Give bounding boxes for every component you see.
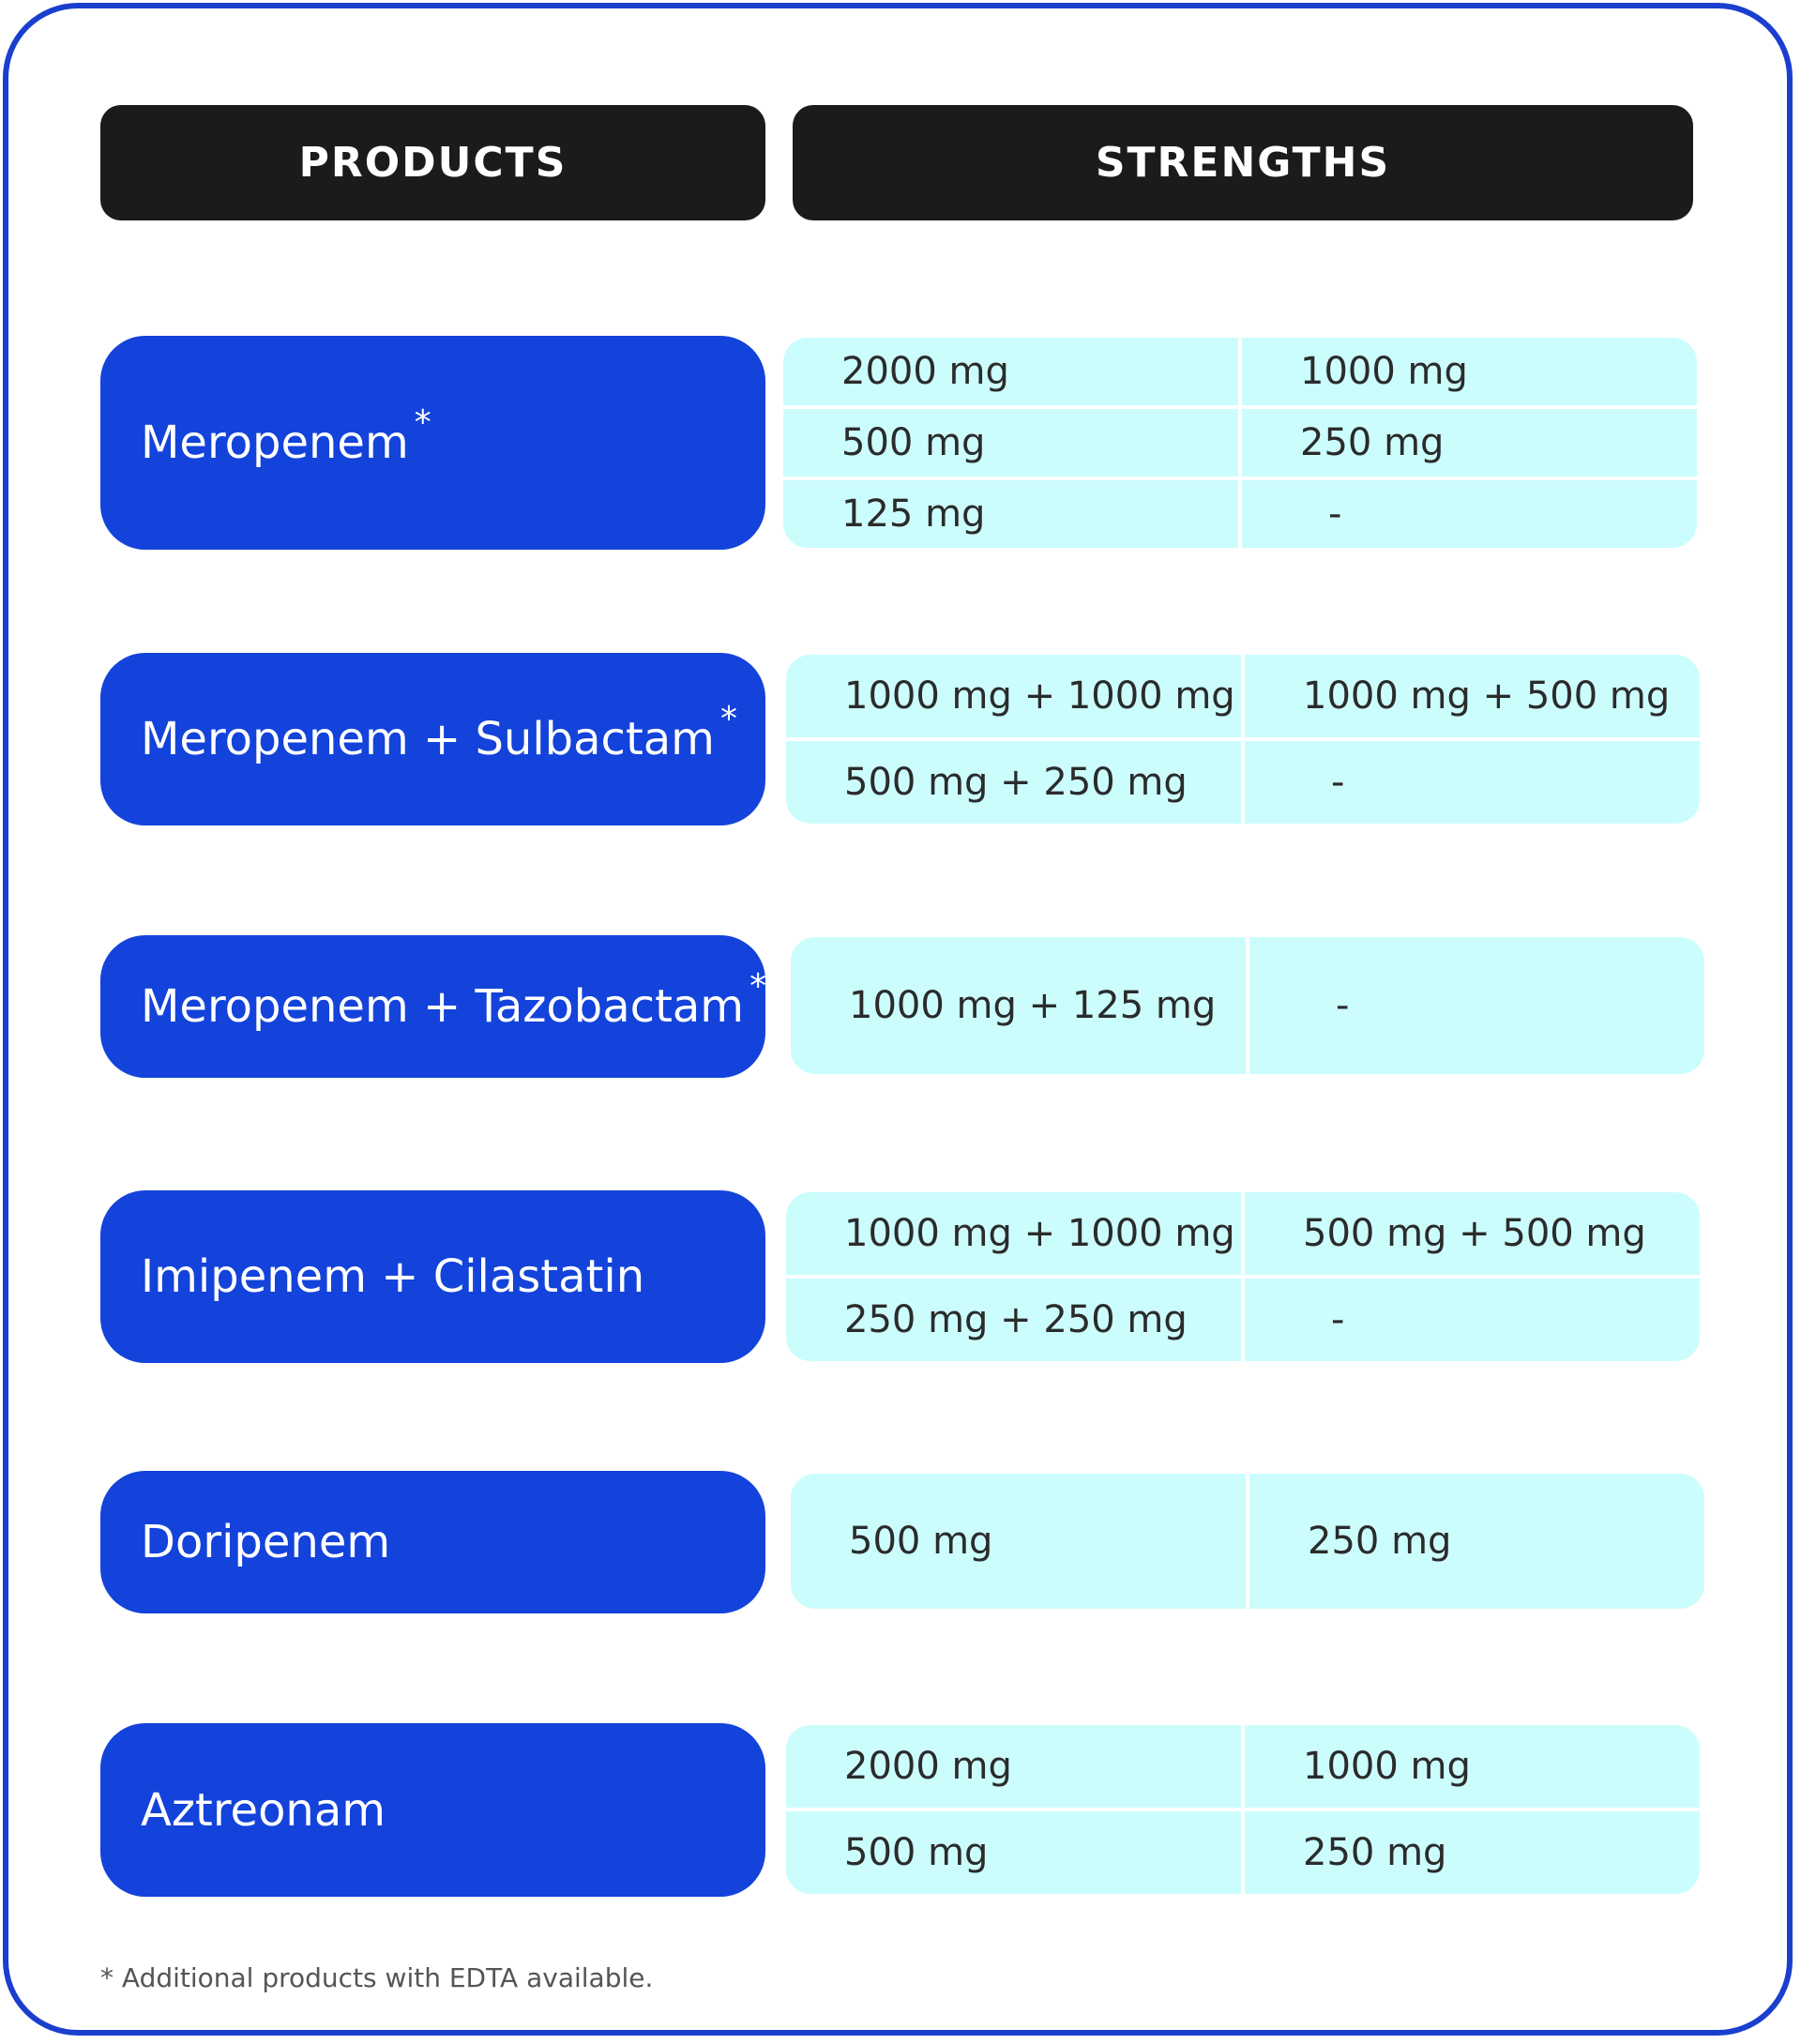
asterisk-mark: * bbox=[414, 402, 431, 442]
products-header: PRODUCTS bbox=[100, 105, 765, 220]
strengths-grid-meropenem-sulbactam bbox=[786, 655, 1700, 824]
strengths-grid-doripenem bbox=[791, 1474, 1704, 1609]
product-imipenem-cilastatin bbox=[100, 1190, 765, 1363]
asterisk-mark: * bbox=[749, 966, 767, 1006]
strength-cell: 500 mg bbox=[786, 1811, 1241, 1894]
strength-cell: 1000 mg bbox=[1242, 338, 1697, 405]
product-doripenem bbox=[100, 1471, 765, 1613]
strengths-header: STRENGTHS bbox=[793, 105, 1693, 220]
product-meropenem-tazobactam bbox=[100, 935, 765, 1078]
strength-cell: 250 mg bbox=[1242, 409, 1697, 477]
product-name: Meropenem bbox=[141, 416, 409, 469]
strength-cell: 500 mg bbox=[783, 409, 1238, 477]
strength-cell: 500 mg + 250 mg bbox=[786, 741, 1241, 824]
strength-cell: 1000 mg + 500 mg bbox=[1245, 655, 1700, 737]
product-name: Meropenem + Tazobactam bbox=[141, 980, 745, 1033]
strength-cell: 2000 mg bbox=[786, 1725, 1241, 1808]
strength-cell: 1000 mg + 1000 mg bbox=[786, 655, 1241, 737]
product-name: Aztreonam bbox=[141, 1783, 386, 1837]
product-aztreonam bbox=[100, 1723, 765, 1897]
strength-cell: 1000 mg + 125 mg bbox=[791, 937, 1246, 1074]
strength-cell: 125 mg bbox=[783, 480, 1238, 548]
strength-cell: 250 mg + 250 mg bbox=[786, 1279, 1241, 1361]
strength-cell: 2000 mg bbox=[783, 338, 1238, 405]
product-meropenem bbox=[100, 336, 765, 550]
strength-cell: - bbox=[1245, 741, 1700, 824]
product-name: Doripenem bbox=[141, 1516, 391, 1568]
product-name: Meropenem + Sulbactam bbox=[141, 713, 715, 765]
strengths-grid-meropenem bbox=[783, 338, 1697, 548]
strength-cell: - bbox=[1245, 1279, 1700, 1361]
strength-cell: 500 mg bbox=[791, 1474, 1246, 1609]
strength-cell: - bbox=[1242, 480, 1697, 548]
strength-cell: 1000 mg + 1000 mg bbox=[786, 1192, 1241, 1275]
strength-cell: 250 mg bbox=[1245, 1811, 1700, 1894]
strengths-grid-aztreonam bbox=[786, 1725, 1700, 1894]
asterisk-mark: * bbox=[719, 699, 737, 738]
strengths-grid-imipenem-cilastatin bbox=[786, 1192, 1700, 1361]
strength-cell: 250 mg bbox=[1249, 1474, 1704, 1609]
strength-cell: 1000 mg bbox=[1245, 1725, 1700, 1808]
product-name: Imipenem + Cilastatin bbox=[141, 1250, 645, 1303]
strength-cell: 500 mg + 500 mg bbox=[1245, 1192, 1700, 1275]
product-meropenem-sulbactam bbox=[100, 653, 765, 825]
strengths-grid-meropenem-tazobactam bbox=[791, 937, 1704, 1074]
footnote: * Additional products with EDTA available. bbox=[100, 1962, 654, 1993]
strength-cell: - bbox=[1249, 937, 1704, 1074]
